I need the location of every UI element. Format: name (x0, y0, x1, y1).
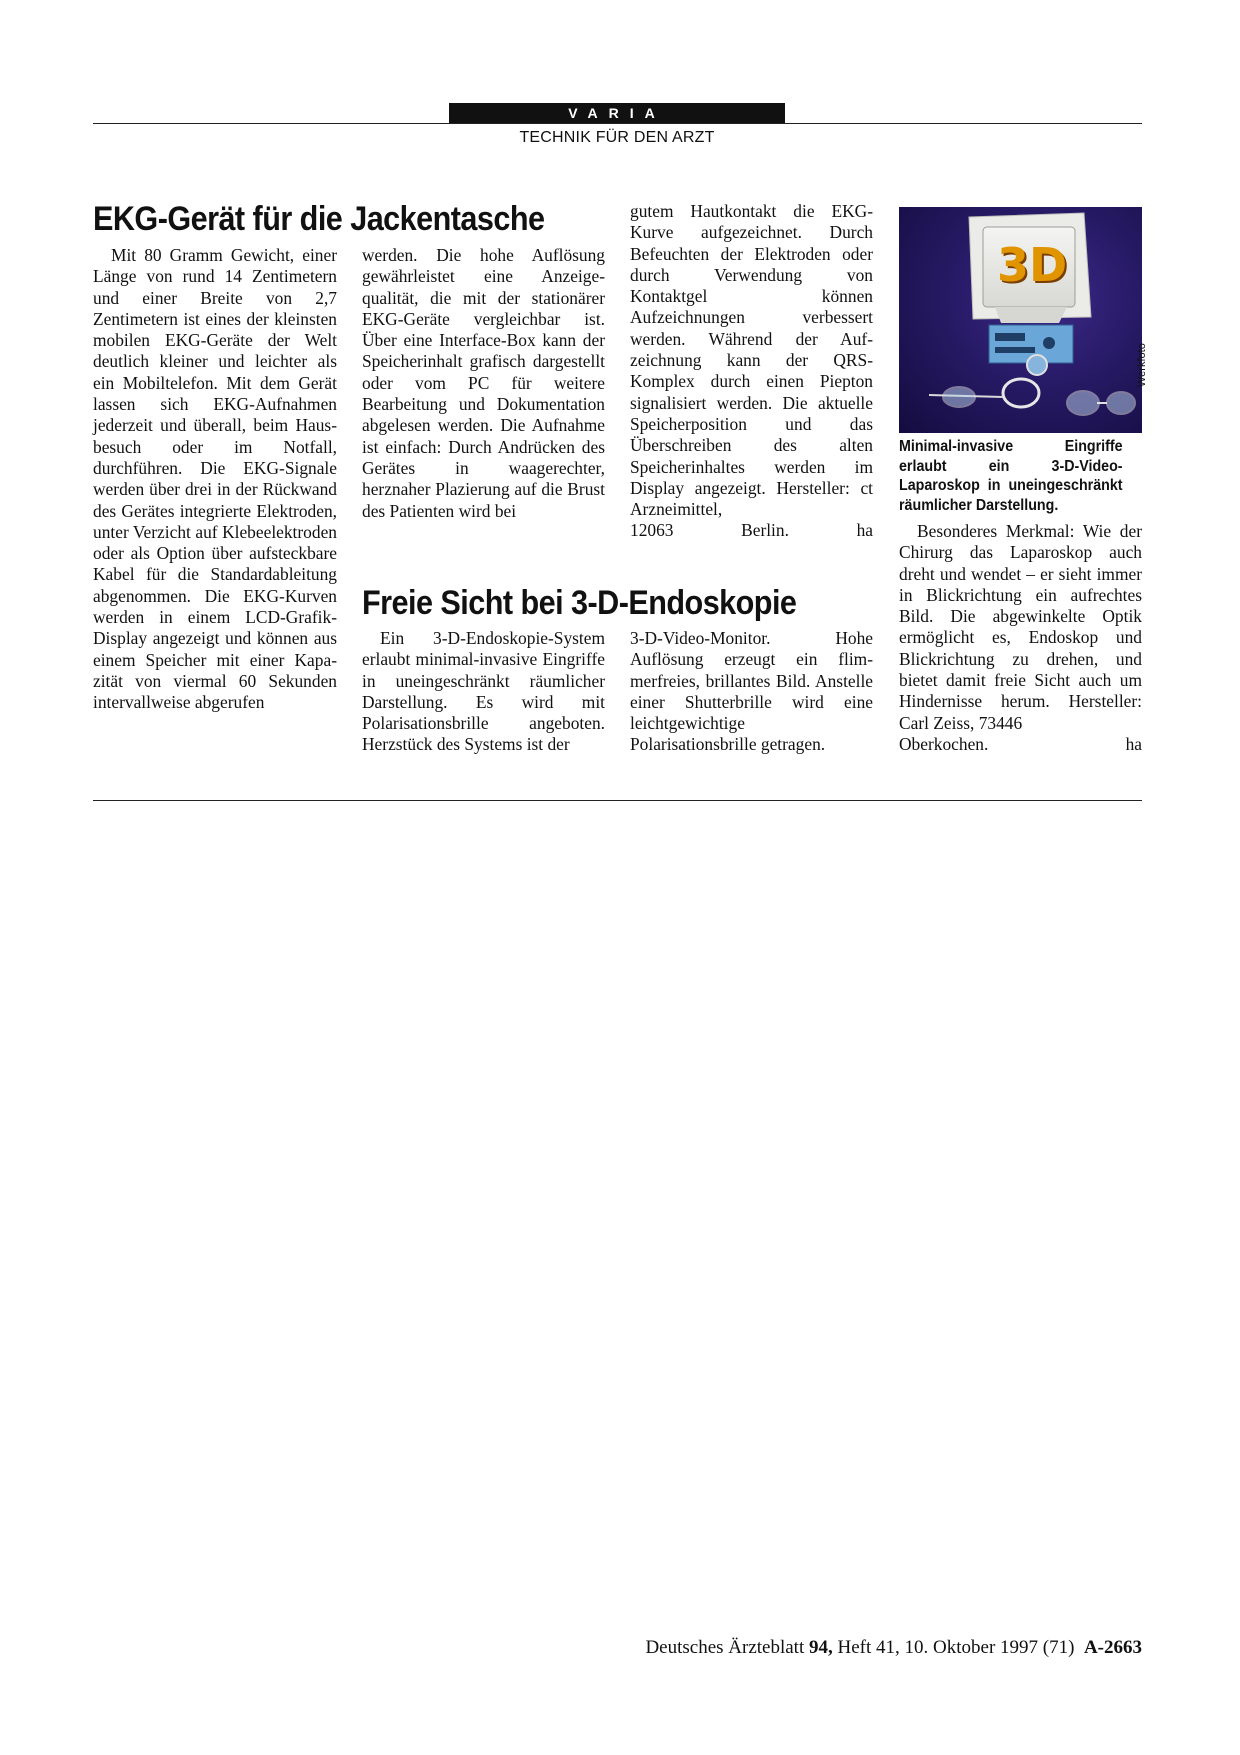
article-1-paragraph-1: Mit 80 Gramm Gewicht, einer Länge von rund 14 Zentimetern und einer Breite von 2,7 Zentimetern ist eines der kleinsten mobilen EKG-Geräte der Welt deutlich kleiner und leichter als ein Mobiltelefon. Mit dem Gerät lassen sich EKG-Aufnahmen jederzeit und überall, beim Hausbesuch oder im Notfall, durchführen. Die EKG-Signale werden über drei in der Rückwand des Gerätes integrierte Elektroden, unter Verzicht auf Klebeelektroden oder als Option über aufsteckbare Kabel für die Standardableitung abgenommen. Die EKG-Kurven werden in einem LCD-Grafik-Display angezeigt und können aus einem Speicher mit einer Kapazität von viermal 60 Sekunden intervallweise abgerufen (93, 245, 337, 713)
article-1-column-2 (362, 245, 605, 522)
issue-info: Heft 41, 10. Oktober 1997 (71) (837, 1637, 1075, 1658)
subsection-label: TECHNIK FÜR DEN ARZT (519, 129, 715, 146)
photo-caption: Minimal-invasive Eingriffe erlaubt ein 3-D-Video-Laparoskop in uneingeschränkt räumlicher Darstellung. (899, 438, 1123, 514)
article-2-paragraph-2: 3-D-Video-Monitor. Hohe Auflösung erzeugt ein flimmerfreies, brillantes Bild. Anstelle einer Shutterbrille wird eine leichtgewichtige Polarisationsbrille getragen. (630, 628, 873, 755)
article-1-column-1 (93, 245, 337, 714)
article-1-column-3 (630, 201, 873, 542)
article-2-column-3 (899, 521, 1142, 755)
article-1-signature-line: 12063 Berlin. ha (630, 520, 873, 541)
article-2-signature-line: Oberkochen. ha (899, 733, 1142, 754)
endoscopy-photo (899, 207, 1142, 433)
section-label: VARIA (449, 103, 785, 123)
bottom-rule (93, 800, 1142, 801)
journal-name: Deutsches Ärzteblatt (645, 1637, 805, 1658)
header-rule (93, 123, 1142, 124)
article-2-column-2 (630, 628, 873, 756)
page-number: A-2663 (1083, 1637, 1142, 1658)
journal-volume: 94, (809, 1637, 833, 1658)
article-1-paragraph-2: werden. Die hohe Auflösung gewährleistet eine Anzeigequalität, die mit der stationärer EKG-Geräte vergleichbar ist. Über eine Interface-Box kann der Speicherinhalt grafisch dargestellt oder vom PC für weitere Bearbeitung und Dokumentation abgelesen werden. Die Aufnahme ist einfach: Durch Andrücken des Gerätes in waagerechter, herznaher Plazierung auf die Brust des Patienten wird bei (362, 245, 605, 521)
page-footer (500, 1637, 1142, 1659)
article-2-paragraph-3: Besonderes Merkmal: Wie der Chirurg das Laparoskop auch dreht und wendet – er sieht immer in Blickrichtung ein aufrechtes Bild. Die abgewinkelte Optik ermöglicht es, Endoskop und Blickrichtung zu drehen, und bietet damit freie Sicht auch um Hindernisse herum. Hersteller: Carl Zeiss, 73446 (899, 521, 1142, 733)
article-2-headline: Freie Sicht bei 3-D-Endoskopie (362, 584, 797, 622)
monitor-3d-label: 3D (997, 238, 1068, 292)
article-2-paragraph-1: Ein 3-D-Endoskopie-System erlaubt minimal-invasive Eingriffe in uneingeschränkt räumlicher Darstellung. Es wird mit Polarisationsbrille angeboten. Herzstück des Systems ist der (362, 628, 605, 755)
photo-credit: Werkfoto (1136, 343, 1148, 387)
article-1-headline: EKG-Gerät für die Jackentasche (93, 200, 545, 238)
article-1-paragraph-3: gutem Hautkontakt die EKG-Kurve aufgezeichnet. Durch Befeuchten der Elektroden oder durch Verwendung von Kontaktgel können Aufzeichnungen verbessert werden. Während der Aufzeichnung kann der QRS-Komplex durch einen Piepton signalisiert werden. Die aktuelle Speicherposition und das Überschreiben des alten Speicherinhaltes werden im Display angezeigt. Hersteller: ct Arzneimittel, (630, 201, 873, 520)
article-2-column-1 (362, 628, 605, 756)
